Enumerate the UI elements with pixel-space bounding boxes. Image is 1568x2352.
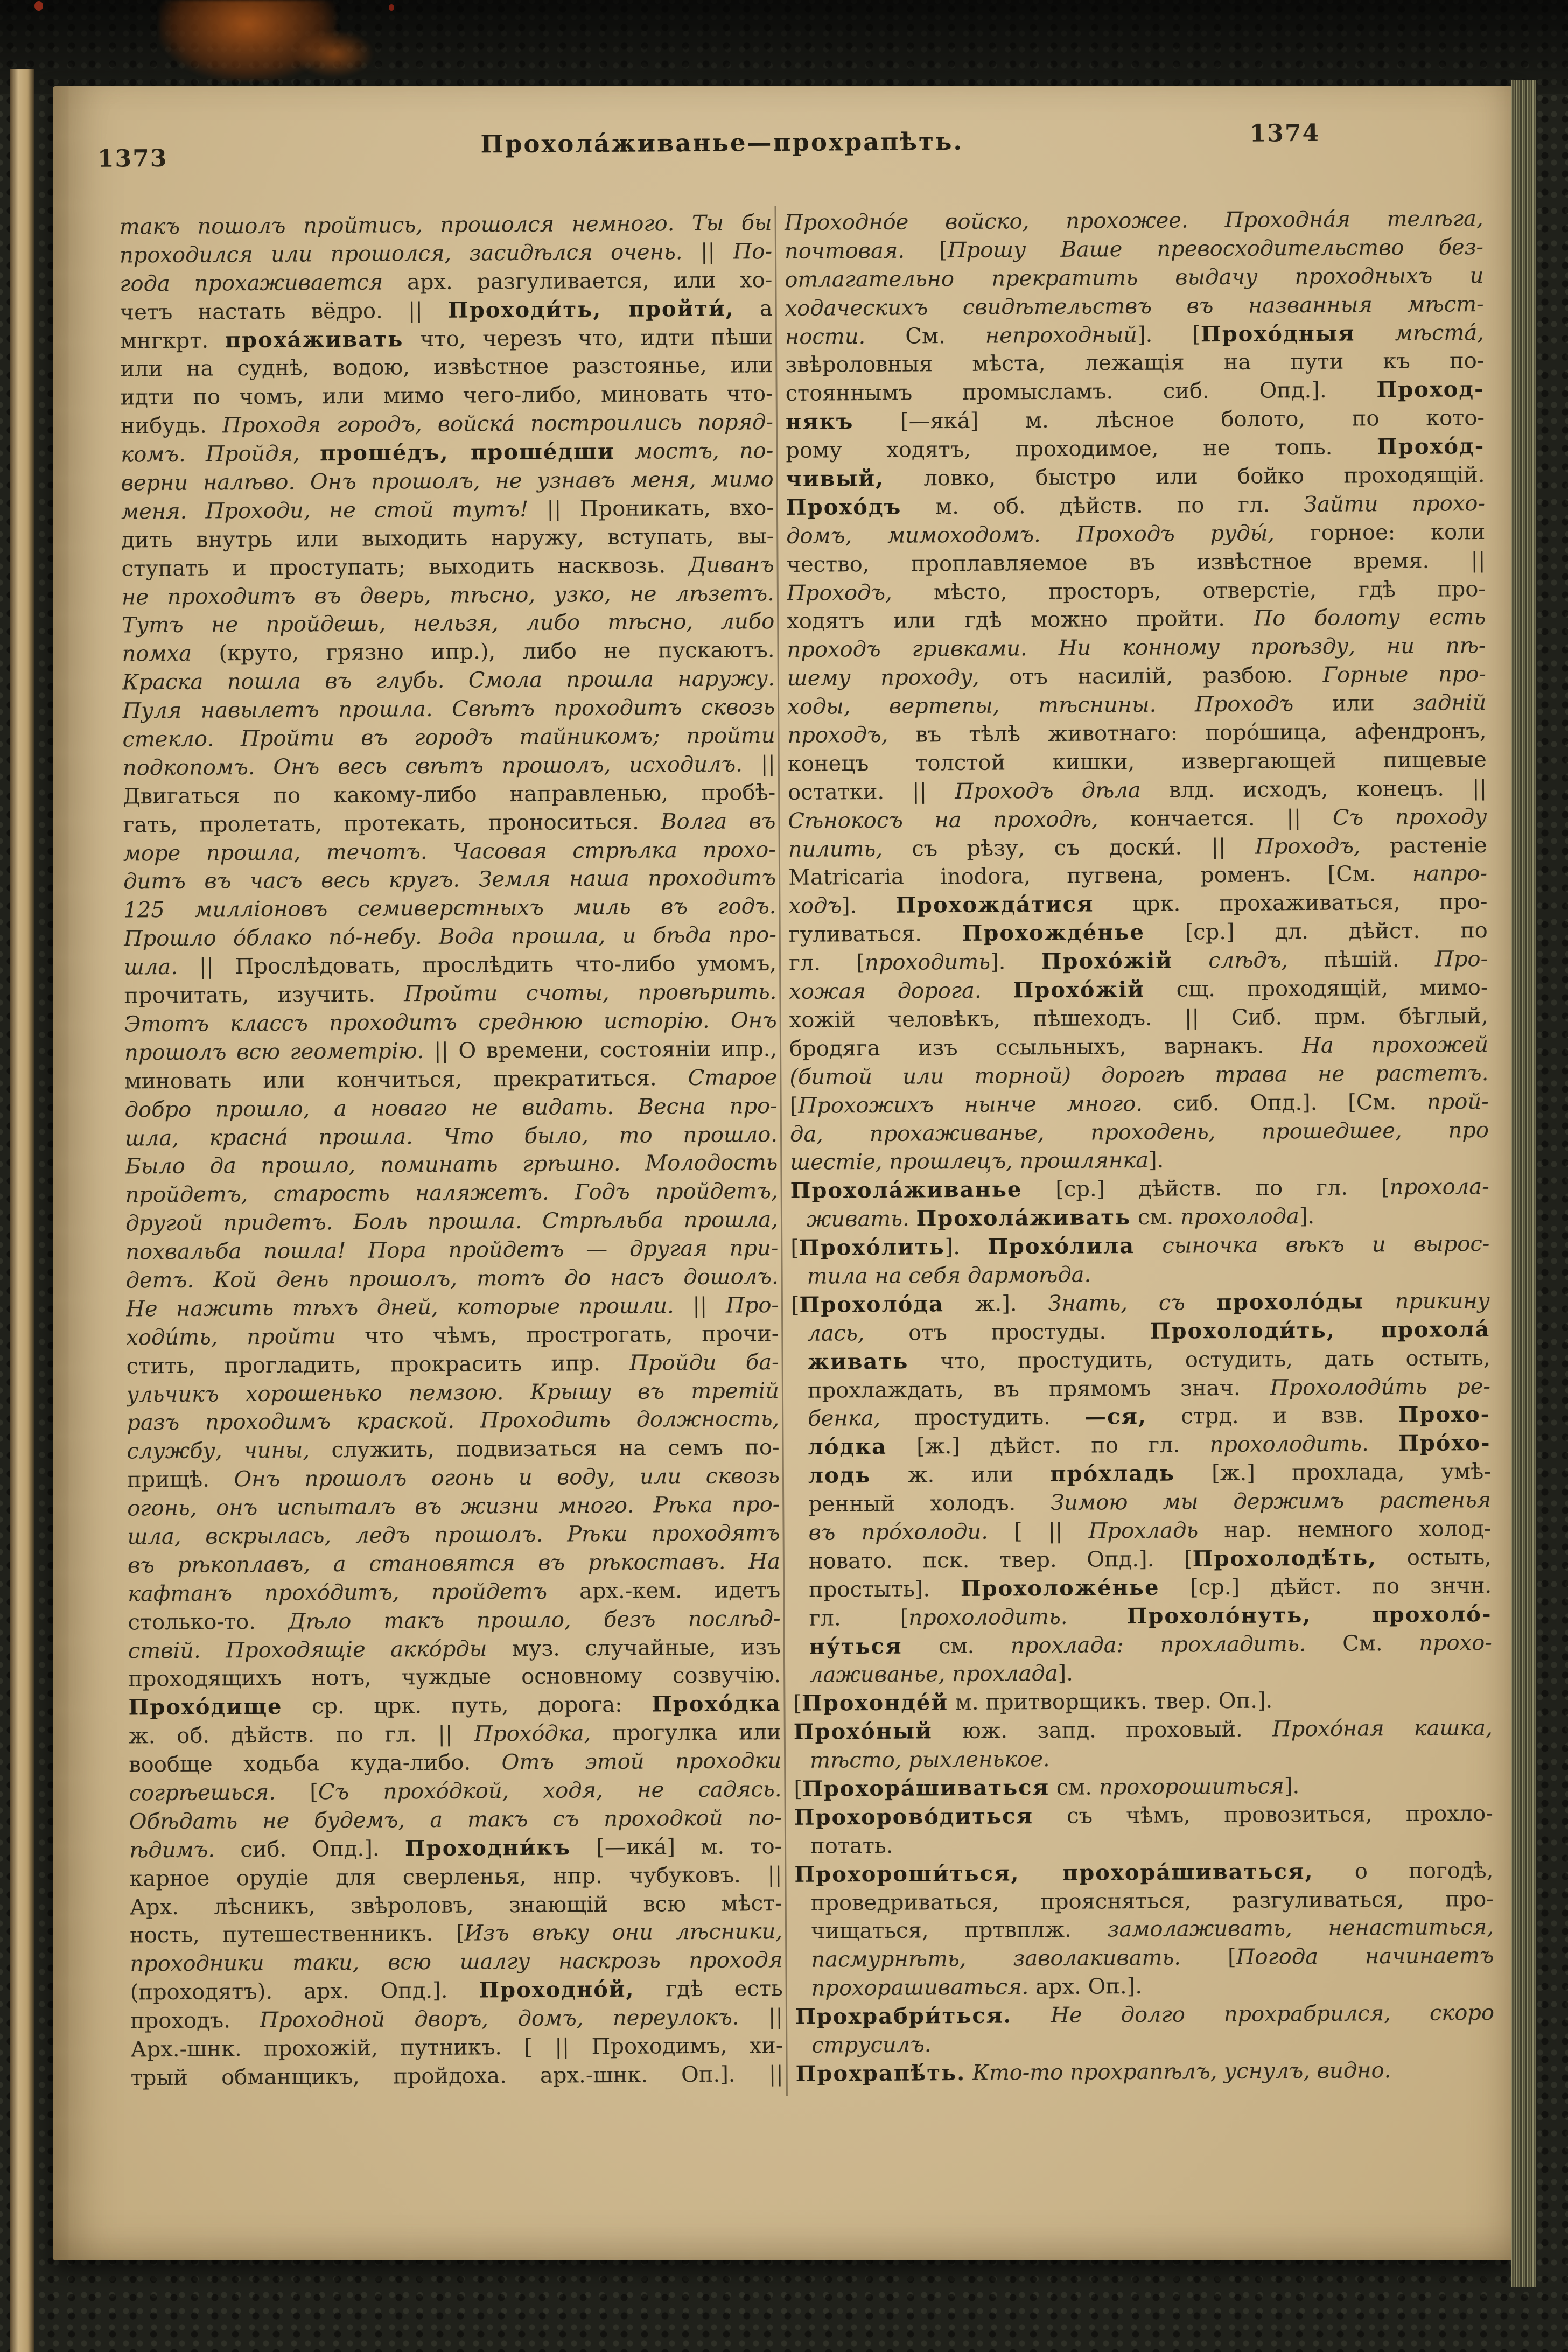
text-line: (проходятъ). арх. Опд.]. Проходно́й, гдѣ есть [130, 1976, 783, 2005]
text-line: шему проходу, отъ насилій, разбою. Горные про- [787, 662, 1486, 691]
text-line: живать что, простудить, остудить, дать остыть, [807, 1345, 1490, 1375]
text-line: ствій. Проходящіе акко́рды муз. случайные, изъ [128, 1634, 781, 1663]
text-line: въ про́холоди. [ || Прохладь нар. немного холод- [808, 1516, 1492, 1545]
text-line: ступать и проступать; выходить насквозь. Диванъ [121, 552, 774, 582]
text-line: море прошла, течотъ. Часовая стрѣлка прохо- [123, 837, 776, 866]
text-line: проходъ. Проходной дворъ, домъ, переулокъ. || [130, 2005, 783, 2034]
text-line: дитъ въ часъ весь кругъ. Земля наша проходитъ [123, 865, 776, 894]
dictionary-page [53, 86, 1513, 2260]
text-line: прошолъ всю геометрію. || О времени, состояніи ипр., [124, 1036, 778, 1066]
text-line: идти по чомъ, или мимо чего-либо, миновать что- [120, 381, 773, 410]
text-line: Прошло о́блако по́-небу. Вода прошла, и бѣда про- [123, 922, 776, 951]
text-line: [Прохожихъ нынче много. сиб. Опд.]. [См. прой- [789, 1089, 1489, 1118]
text-line: прочитать, изучить. Пройти счоты, провѣрить. [124, 979, 777, 1009]
text-line: [Прохонде́й м. притворщикъ. твер. Оп.]. [793, 1688, 1273, 1717]
text-line: остатки. || Проходъ дѣла влд. исходъ, конецъ. || [788, 775, 1487, 805]
text-line: ходятъ или гдѣ можно пройти. По болоту есть [787, 605, 1486, 634]
text-line: конецъ толстой кишки, извергающей пищевые [787, 747, 1487, 776]
text-line: лодь ж. или про́хладь [ж.] прохлада, умѣ- [808, 1459, 1492, 1488]
text-line: добро прошло, а новаго не видать. Весна про- [124, 1093, 778, 1123]
text-line: Было да прошло, поминать грѣшно. Молодость [125, 1150, 778, 1179]
text-line: домъ, мимоходомъ. Проходъ руды́, горное: коли [786, 519, 1486, 549]
text-line: новато. пск. твер. Опд.]. [Прохолодѣ́ть, остыть, [808, 1544, 1492, 1574]
text-line: согрѣешься. [Съ прохо́дкой, ходя, не садясь. [129, 1777, 782, 1806]
text-line: дить внутрь или выходить наружу, вступать, вы- [121, 523, 774, 553]
text-line: [Прохора́шиваться см. прохорошиться]. [794, 1774, 1300, 1802]
text-line: разъ проходимъ краской. Проходить должность, [127, 1406, 780, 1436]
text-line: не проходитъ въ дверь, тѣсно, узко, не лѣзетъ. [121, 580, 775, 610]
text-line: ности. См. непроходный]. [Прохо́дныя мѣста́, [785, 320, 1485, 349]
text-line: рому ходятъ, проходимое, не топь. Прохо́д- [786, 433, 1485, 464]
text-line: ходи́ть, пройти что чѣмъ, прострогать, прочи- [126, 1321, 779, 1350]
right-text-column [785, 205, 1495, 2089]
text-line: шестіе, прошлецъ, прошлянка]. [790, 1148, 1164, 1175]
text-line: живать. Прохола́живать см. прохолода]. [806, 1204, 1315, 1232]
text-line: проходился или прошолся, засидѣлся очень. || По- [119, 239, 773, 268]
text-line: Проходно́е войско, прохожее. Проходна́я телѣга, [784, 206, 1483, 235]
text-line: проходъ, въ тѣлѣ животнаго: поро́шица, афендронъ, [787, 719, 1487, 748]
text-line: въ рѣкоплавъ, а становятся въ рѣкоставъ. На [127, 1549, 781, 1578]
text-line: меня. Проходи, не стой тутъ! || Проникать, вхо- [121, 495, 774, 524]
text-line: (битой или торной) дорогѣ трава не растетъ. [789, 1060, 1489, 1090]
page-number-left: 1373 [97, 144, 168, 173]
book-left-page-edge [10, 69, 34, 2352]
text-line: нибудь. Проходя городъ, войска́ построились поряд- [120, 410, 774, 439]
text-line: четъ настать вёдро. || Проходи́ть, пройти́, а [120, 296, 773, 325]
text-line: или на суднѣ, водою, извѣстное разстоянье, или [120, 353, 773, 382]
text-line: Прохрапѣ́ть. Кто-то прохрапѣлъ, уснулъ, видно. [795, 2058, 1391, 2087]
text-line: подкопомъ. Онъ весь свѣтъ прошолъ, исходилъ. || [122, 752, 775, 781]
text-line: проведриваться, проясняться, разгуливаться, про- [810, 1886, 1494, 1916]
text-line: ну́ться см. прохлада: прохладить. См. прохо- [809, 1630, 1492, 1660]
page-number-right: 1374 [1249, 119, 1320, 148]
text-line: 125 милліоновъ семиверстныхъ миль въ годъ. [123, 894, 776, 923]
text-line: Не нажить тѣхъ дней, которые прошли. || Про- [125, 1292, 779, 1322]
text-line: гл. [проходить]. Прохо́жій слѣдъ, пѣшій. Про- [788, 947, 1488, 976]
text-line: помха (круто, грязно ипр.), либо не пускаютъ. [122, 638, 775, 667]
text-line: гл. [прохолодить. Прохоло́нуть, прохоло́- [809, 1601, 1492, 1631]
text-line: стояннымъ промысламъ. сиб. Опд.]. Проход- [785, 376, 1485, 407]
text-line: хожій человѣкъ, пѣшеходъ. || Сиб. прм. бѣглый, [789, 1003, 1488, 1033]
text-line: Арх.-шнк. прохожій, путникъ. [ || Проходимъ, хи- [130, 2033, 783, 2062]
text-line: чивый, ловко, быстро или бойко проходящій. [786, 463, 1485, 492]
text-line: Прохо́ный юж. запд. проховый. Прохо́ная кашка, [793, 1716, 1493, 1745]
text-line: ульчикъ хорошенько пемзою. Крышу въ третій [126, 1378, 780, 1407]
text-line: пилить, съ рѣзу, съ доски́. || Проходъ, растеніе [788, 832, 1487, 862]
text-line: чищаться, пртвплж. замолаживать, ненаститься, [810, 1915, 1494, 1944]
text-line: пройдетъ, старость наляжетъ. Годъ пройдетъ, [125, 1179, 778, 1208]
text-line: Обѣдать не будемъ, а такъ съ проходкой по- [129, 1805, 782, 1835]
text-line: Matricaria inodora, пугвена, роменъ. [См. напро- [788, 861, 1488, 891]
text-line: ность, путешественникъ. [Изъ вѣку они лѣсники, [129, 1919, 783, 1948]
text-line: Прохороши́ться, прохора́шиваться, о погодѣ, [794, 1858, 1494, 1887]
text-line: някъ [—яка́] м. лѣсное болото, по кото- [785, 405, 1485, 435]
text-line: ло́дка [ж.] дѣйст. по гл. прохолодить. Про́хо- [808, 1430, 1491, 1460]
text-line: ренный холодъ. Зимою мы держимъ растенья [808, 1488, 1492, 1517]
text-line: звѣроловныя мѣста, лежащія на пути къ по- [785, 348, 1485, 378]
text-line: [Прохо́лить]. Прохо́лила сыночка вѣкъ и вырос- [790, 1231, 1490, 1261]
text-line: Прохо́дъ м. об. дѣйств. по гл. Зайти прохо- [786, 491, 1486, 520]
text-line: да, прохаживанье, проходень, прошедшее, про [789, 1117, 1489, 1147]
text-line: стекло. Пройти въ городъ тайникомъ; пройти [122, 723, 775, 752]
text-line: тѣсто, рыхленькое. [809, 1747, 1050, 1773]
text-line: ходаческихъ свидѣтельствъ въ названныя мѣст- [785, 291, 1484, 321]
text-line: гать, пролетать, протекать, проноситься. Волга въ [123, 808, 776, 838]
text-line: детъ. Кой день прошолъ, тотъ до насъ дошолъ. [125, 1264, 779, 1293]
text-line: отлагательно прекратить выдачу проходныхъ и [785, 263, 1484, 292]
text-line: шла. || Прослѣдовать, прослѣдить что-либо умомъ, [123, 951, 777, 980]
text-line: Проходъ, мѣсто, просторъ, отверстіе, гдѣ про- [786, 576, 1486, 606]
text-line: струсилъ. [811, 2032, 932, 2058]
text-line: проходящихъ нотъ, чуждые основному созвучію. [128, 1663, 781, 1692]
text-line: бенка, простудить. —ся, стрд. и взв. Прохо- [808, 1402, 1491, 1432]
text-line: прохорашиваться. арх. Оп.]. [811, 1974, 1143, 2001]
text-line: Двигаться по какому-либо направленью, пробѣ- [123, 780, 776, 809]
text-line: хожая дорога. Прохо́жій сщ. проходящій, мимо- [789, 975, 1488, 1004]
text-line: огонь, онъ испыталъ въ жизни много. Рѣка про- [127, 1492, 780, 1521]
text-line: шла, вскрылась, ледъ прошолъ. Рѣки проходятъ [127, 1521, 780, 1550]
text-line: лась, отъ простуды. Прохолоди́ть, прохола́ [807, 1316, 1490, 1346]
text-line: гуливаться. Прохожде́нье [ср.] дл. дѣйст. по [788, 918, 1488, 948]
text-line: ж. об. дѣйств. по гл. || Прохо́дка, прогулка или [128, 1720, 781, 1749]
text-line: похвальба пошла! Пора пройдетъ — другая при- [125, 1236, 779, 1265]
book-fore-edge-pages [1511, 80, 1536, 2287]
text-line: службу, чины, служить, подвизаться на семъ по- [127, 1435, 780, 1464]
text-line: миновать или кончиться, прекратиться. Старое [124, 1065, 778, 1094]
text-line: Этотъ классъ проходитъ среднюю исторію. Онъ [124, 1008, 777, 1037]
text-line: Сѣнокосъ на проходѣ, кончается. || Съ проходу [788, 804, 1487, 834]
text-line: пасмурнѣть, заволакивать. [Погода начинаетъ [811, 1943, 1494, 1973]
text-line: почтовая. [Прошу Ваше превосходительство без- [784, 234, 1484, 264]
text-line: трый обманщикъ, пройдоха. арх.-шнк. Оп.]. || [130, 2061, 783, 2091]
text-line: столько-то. Дѣло такъ прошло, безъ послѣд- [128, 1606, 781, 1635]
text-line: Тутъ не пройдешь, нельзя, либо тѣсно, либо [122, 609, 775, 638]
text-line: прохлаждать, въ прямомъ знач. Прохолоди́ть ре- [807, 1374, 1491, 1403]
text-line: ѣдимъ. сиб. Опд.]. Проходни́къ [—ика́] м. то- [129, 1833, 782, 1863]
text-line: ходы, вертепы, тѣснины. Проходъ или задній [787, 690, 1487, 720]
text-line: шла, красна́ прошла. Что было, то прошло. [124, 1122, 778, 1151]
text-line: Прохола́живанье [ср.] дѣйств. по гл. [прохола- [790, 1174, 1489, 1204]
red-speck [389, 4, 394, 11]
red-speck [34, 1, 43, 11]
text-line: мнгкрт. проха́живать что, черезъ что, идти пѣши [120, 324, 773, 354]
text-line: потать. [810, 1833, 893, 1859]
text-line: Арх. лѣсникъ, звѣроловъ, знающій всю мѣст- [129, 1891, 782, 1920]
text-line: проходъ гривками. Ни конному проѣзду, ни пѣ- [787, 633, 1486, 663]
text-line: проходники таки, всю шалгу наскрозь проходя [130, 1948, 783, 1977]
left-text-column [120, 209, 783, 2092]
text-line: тила на себя дармоѣда. [807, 1262, 1091, 1289]
text-line: верни налѣво. Онъ прошолъ, не узнавъ меня, мимо [121, 467, 774, 496]
text-line: такъ пошолъ пройтись, прошолся немного. Ты бы [119, 211, 772, 240]
text-line: простыть]. Прохоложе́нье [ср.] дѣйст. по знчн. [809, 1573, 1492, 1602]
text-line: карное орудіе для сверленья, нпр. чубуковъ. || [129, 1862, 782, 1892]
text-line: года прохаживается арх. разгуливается, или хо- [120, 267, 773, 297]
text-line: вообще ходьба куда-либо. Отъ этой проходки [129, 1748, 782, 1777]
text-line: Прохорово́диться съ чѣмъ, провозиться, прохло- [794, 1801, 1493, 1830]
text-line: лаживанье, прохлада]. [809, 1661, 1074, 1688]
page-content [47, 82, 1521, 2265]
text-line: Краска пошла въ глубь. Смола прошла наружу. [122, 666, 775, 695]
text-line: чество, проплавляемое въ извѣстное время. || [786, 548, 1486, 577]
text-line: стить, прогладить, прокрасить ипр. Пройди ба- [126, 1349, 779, 1379]
running-head: Прохола́живанье—прохрапѣть. [480, 127, 964, 159]
text-line: Прохо́дище ср. црк. путь, дорога: Прохо́дка [128, 1691, 781, 1720]
leather-stain-small [293, 30, 374, 78]
text-line: комъ. Пройдя, проше́дъ, проше́дши мостъ, по- [121, 438, 774, 467]
text-line: Прохрабри́ться. Не долго прохрабрился, скоро [795, 2000, 1495, 2030]
text-line: Пуля навылетъ прошла. Свѣтъ проходитъ сквозь [122, 695, 775, 724]
text-line: ходъ]. Прохожда́тися црк. прохаживаться, про- [788, 890, 1488, 919]
text-line: другой придетъ. Боль прошла. Стрѣльба прошла, [125, 1207, 779, 1236]
text-line: бродяга изъ ссыльныхъ, варнакъ. На прохожей [789, 1032, 1489, 1061]
text-line: прищѣ. Онъ прошолъ огонь и воду, или сквозь [127, 1464, 780, 1493]
text-line: [Прохоло́да ж.]. Знать, съ прохоло́ды прикину [790, 1288, 1490, 1318]
text-line: кафтанъ прохо́дитъ, пройдетъ арх.-кем. идетъ [128, 1577, 781, 1607]
